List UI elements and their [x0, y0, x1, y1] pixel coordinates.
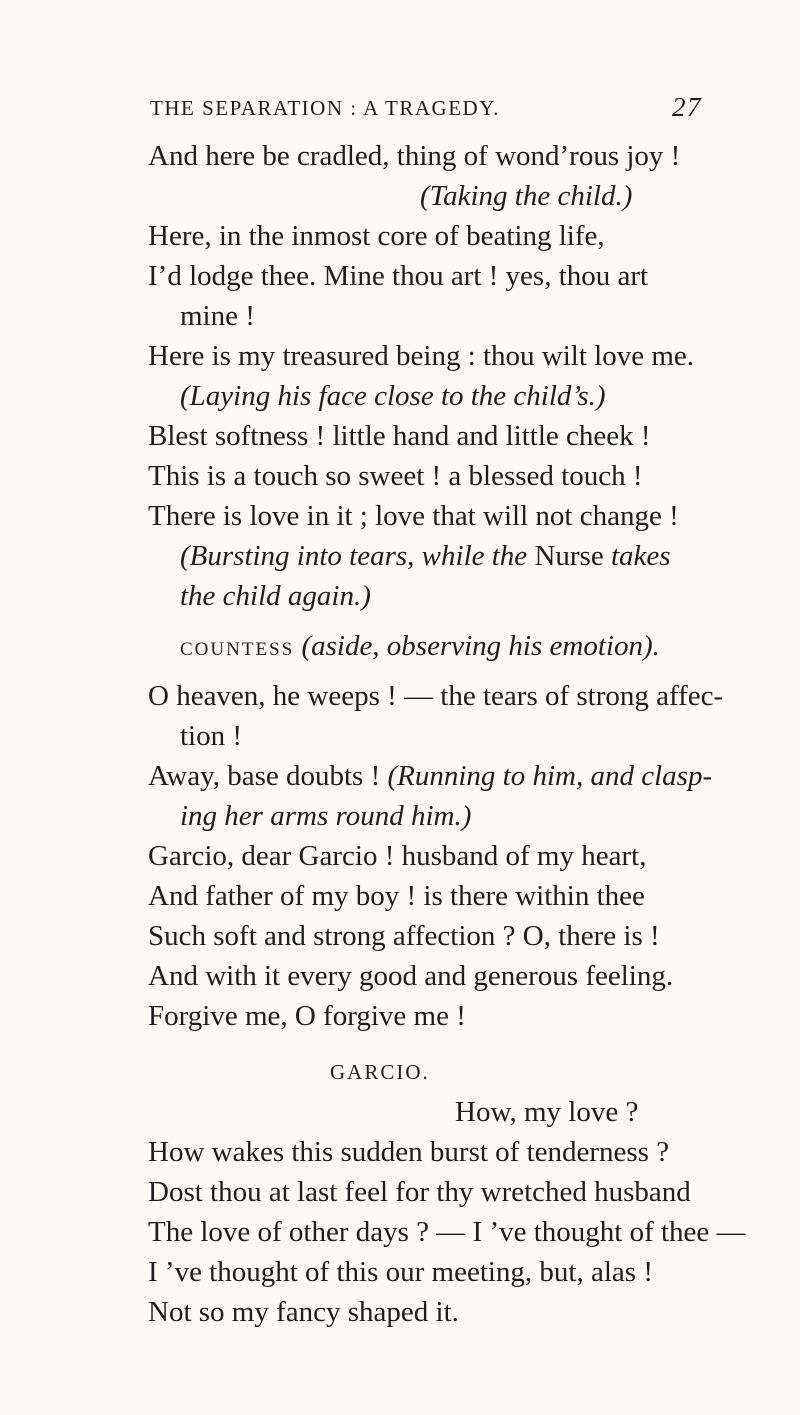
- stage-direction: (Laying his face close to the child’s.): [180, 380, 606, 412]
- verse-line: Not so my fancy shaped it.: [148, 1296, 459, 1328]
- verse-line: There is love in it ; love that will not change !: [148, 500, 679, 532]
- verse-line: O heaven, he weeps ! — the tears of strong affec-: [148, 680, 724, 712]
- speaker-line: [180, 626, 660, 666]
- stage-direction-part: (Bursting into tears, while the: [180, 540, 535, 572]
- verse-line: This is a touch so sweet ! a blessed touch !: [148, 460, 643, 492]
- verse-line: And here be cradled, thing of wond’rous joy !: [148, 140, 681, 172]
- verse-line: Forgive me, O forgive me !: [148, 1000, 466, 1032]
- stage-direction: ing her arms round him.): [180, 800, 472, 832]
- character-name: Nurse: [534, 540, 604, 572]
- page-number: 27: [672, 92, 702, 122]
- verse-line: Such soft and strong affection ? O, there is !: [148, 920, 660, 952]
- verse-part: Away, base doubts !: [148, 760, 388, 792]
- speaker-name: GARCIO.: [330, 1060, 430, 1084]
- verse-line: I ’ve thought of this our meeting, but, alas !: [148, 1256, 653, 1288]
- verse-line: Here is my treasured being : thou wilt love me.: [148, 340, 695, 372]
- verse-line: Dost thou at last feel for thy wretched husband: [148, 1176, 691, 1208]
- verse-line: tion !: [180, 720, 243, 752]
- verse-line: How, my love ?: [455, 1096, 639, 1128]
- verse-line: [148, 756, 712, 796]
- stage-direction: (Taking the child.): [420, 180, 633, 212]
- page-header: [0, 92, 800, 126]
- running-title: THE SEPARATION : A TRAGEDY.: [150, 96, 500, 120]
- stage-direction-part: (aside, observing his emotion).: [294, 630, 660, 662]
- verse-line: I’d lodge thee. Mine thou art ! yes, thou art: [148, 260, 649, 292]
- verse-line: And with it every good and generous feeling.: [148, 960, 674, 992]
- verse-line: And father of my boy ! is there within thee: [148, 880, 645, 912]
- stage-direction: [180, 536, 671, 576]
- verse-line: mine !: [180, 300, 255, 332]
- verse-line: Here, in the inmost core of beating life,: [148, 220, 605, 252]
- stage-direction: the child again.): [180, 580, 371, 612]
- verse-line: The love of other days ? — I ’ve thought of thee —: [148, 1216, 746, 1248]
- speaker-name: countess: [180, 631, 295, 661]
- verse-line: Garcio, dear Garcio ! husband of my heart,: [148, 840, 647, 872]
- verse-line: How wakes this sudden burst of tenderness ?: [148, 1136, 670, 1168]
- stage-direction-part: (Running to him, and clasp-: [387, 760, 713, 792]
- verse-line: Blest softness ! little hand and little cheek !: [148, 420, 651, 452]
- stage-direction-part: takes: [603, 540, 671, 572]
